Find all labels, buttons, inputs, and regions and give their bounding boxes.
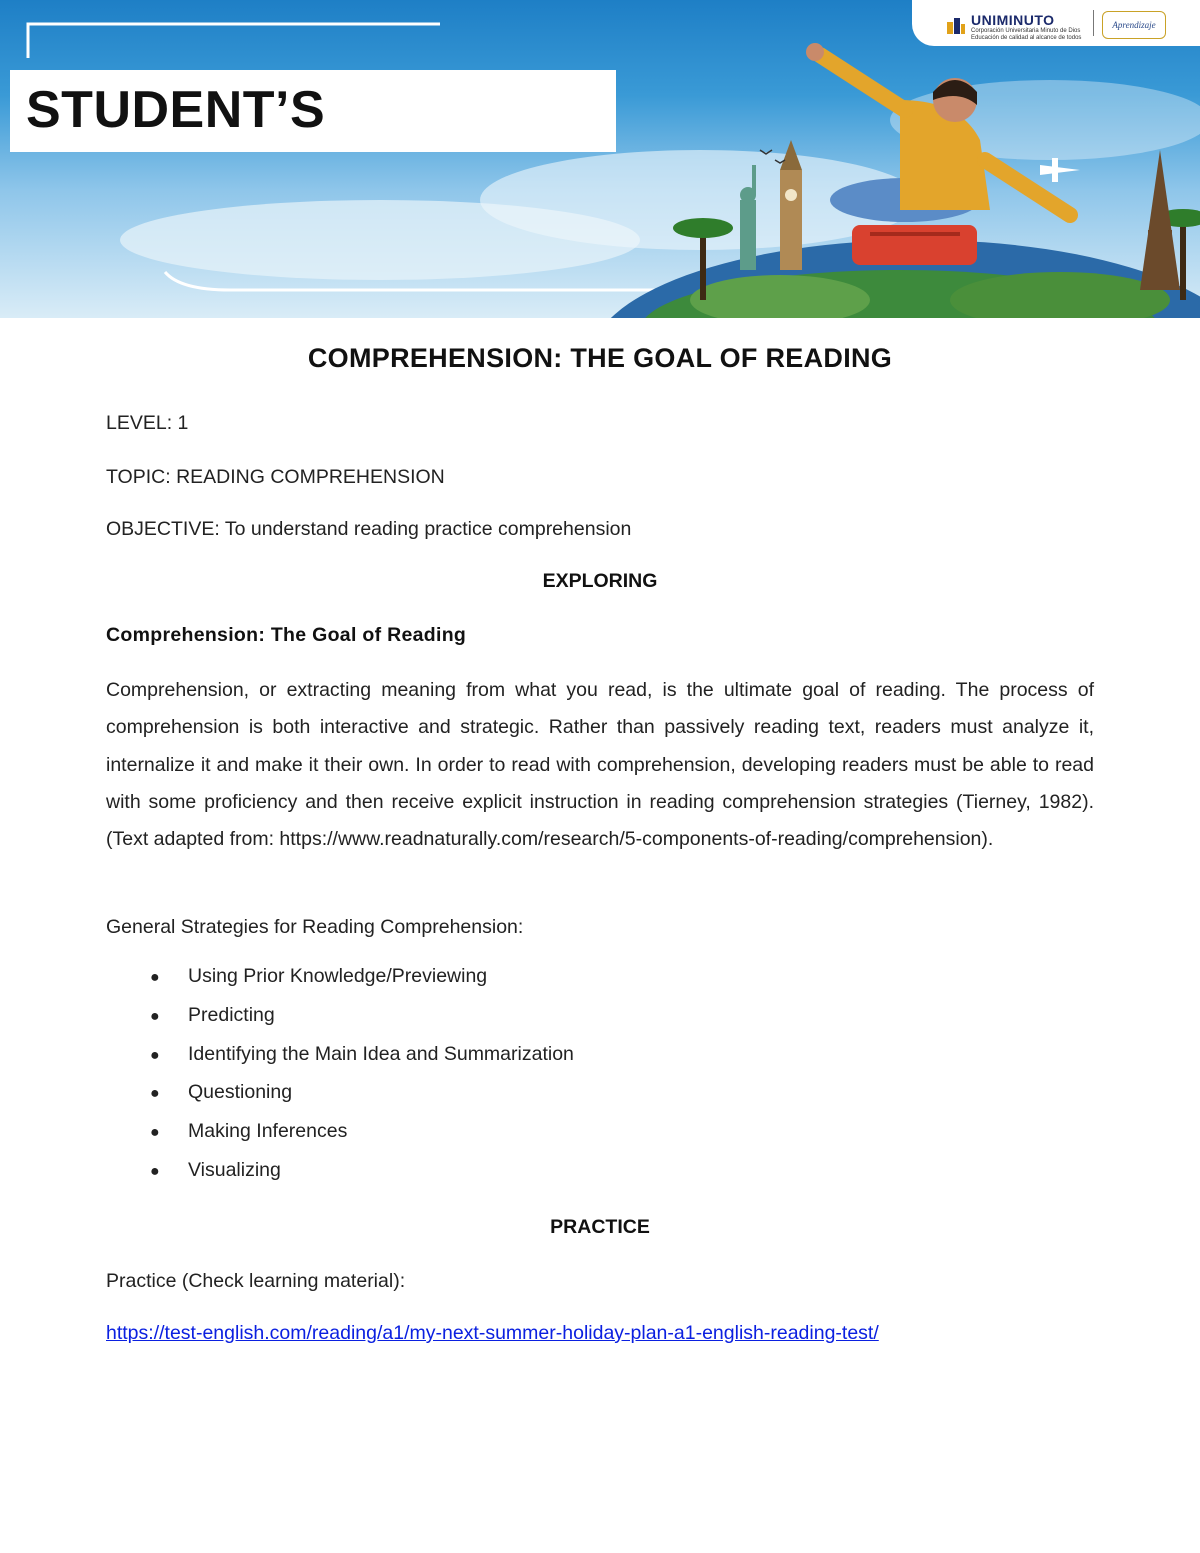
uniminuto-emblem-icon [945,16,967,38]
list-item [150,1120,574,1159]
logo-tagline-1: Corporación Universitaria Minuto de Dios [971,28,1081,34]
bullet-icon: ● [150,1162,160,1180]
list-item-text: Making Inferences [188,1120,348,1143]
practice-heading: PRACTICE [550,1216,650,1238]
level-line: LEVEL: 1 [106,412,189,434]
logo-text [971,12,1081,42]
practice-link[interactable]: https://test-english.com/reading/a1/my-next-summer-holiday-plan-a1-english-reading-test/ [106,1322,879,1344]
list-item [150,965,574,1004]
strategies-list [150,965,574,1198]
bullet-icon: ● [150,1085,160,1103]
list-item [150,1004,574,1043]
page-label: STUDENT’S [26,81,326,139]
bullet-icon: ● [150,1007,160,1025]
bullet-icon: ● [150,1124,160,1142]
list-item-text: Identifying the Main Idea and Summarization [188,1042,574,1065]
exploring-heading: EXPLORING [542,570,658,592]
list-item-text: Visualizing [188,1158,281,1181]
uniminuto-logo [945,12,1081,42]
practice-label: Practice (Check learning material): [106,1270,406,1292]
logo-name: UNIMINUTO [971,12,1055,28]
bullet-icon: ● [150,969,160,986]
bullet-icon: ● [150,1046,160,1064]
strategies-intro: General Strategies for Reading Comprehension: [106,916,524,938]
travel-illustration [0,0,1200,318]
list-item [150,1159,574,1198]
logo-tagline-2: Educación de calidad al alcance de todos [971,35,1082,41]
list-item-text: Using Prior Knowledge/Previewing [188,965,488,987]
section-subheading: Comprehension: The Goal of Reading [106,624,467,646]
document-title: COMPREHENSION: THE GOAL OF READING [307,343,893,373]
topic-line: TOPIC: READING COMPREHENSION [106,466,445,488]
list-item [150,1043,574,1082]
list-item-text: Predicting [188,1003,275,1026]
logo-divider [1093,10,1094,36]
list-item [150,1081,574,1120]
list-item-text: Questioning [188,1081,293,1104]
body-paragraph: Comprehension, or extracting meaning from what you read, is the ultimate goal of reading. The process of comprehension is both interactive and strategic. Rather than passively reading text, readers must analyze it, internalize it and make it their own. In order to read with comprehension, developing readers must be able to read with some proficiency and then receive explicit instruction in reading comprehension strategies (Tierney, 1982). (Text adapted from: https://www.readnaturally.com/research/5-components-of-reading/comprehension). [106,679,1094,851]
program-badge: Aprendizaje [1102,11,1166,39]
objective-line: OBJECTIVE: To understand reading practice comprehension [106,518,632,540]
header-banner [0,0,1200,318]
